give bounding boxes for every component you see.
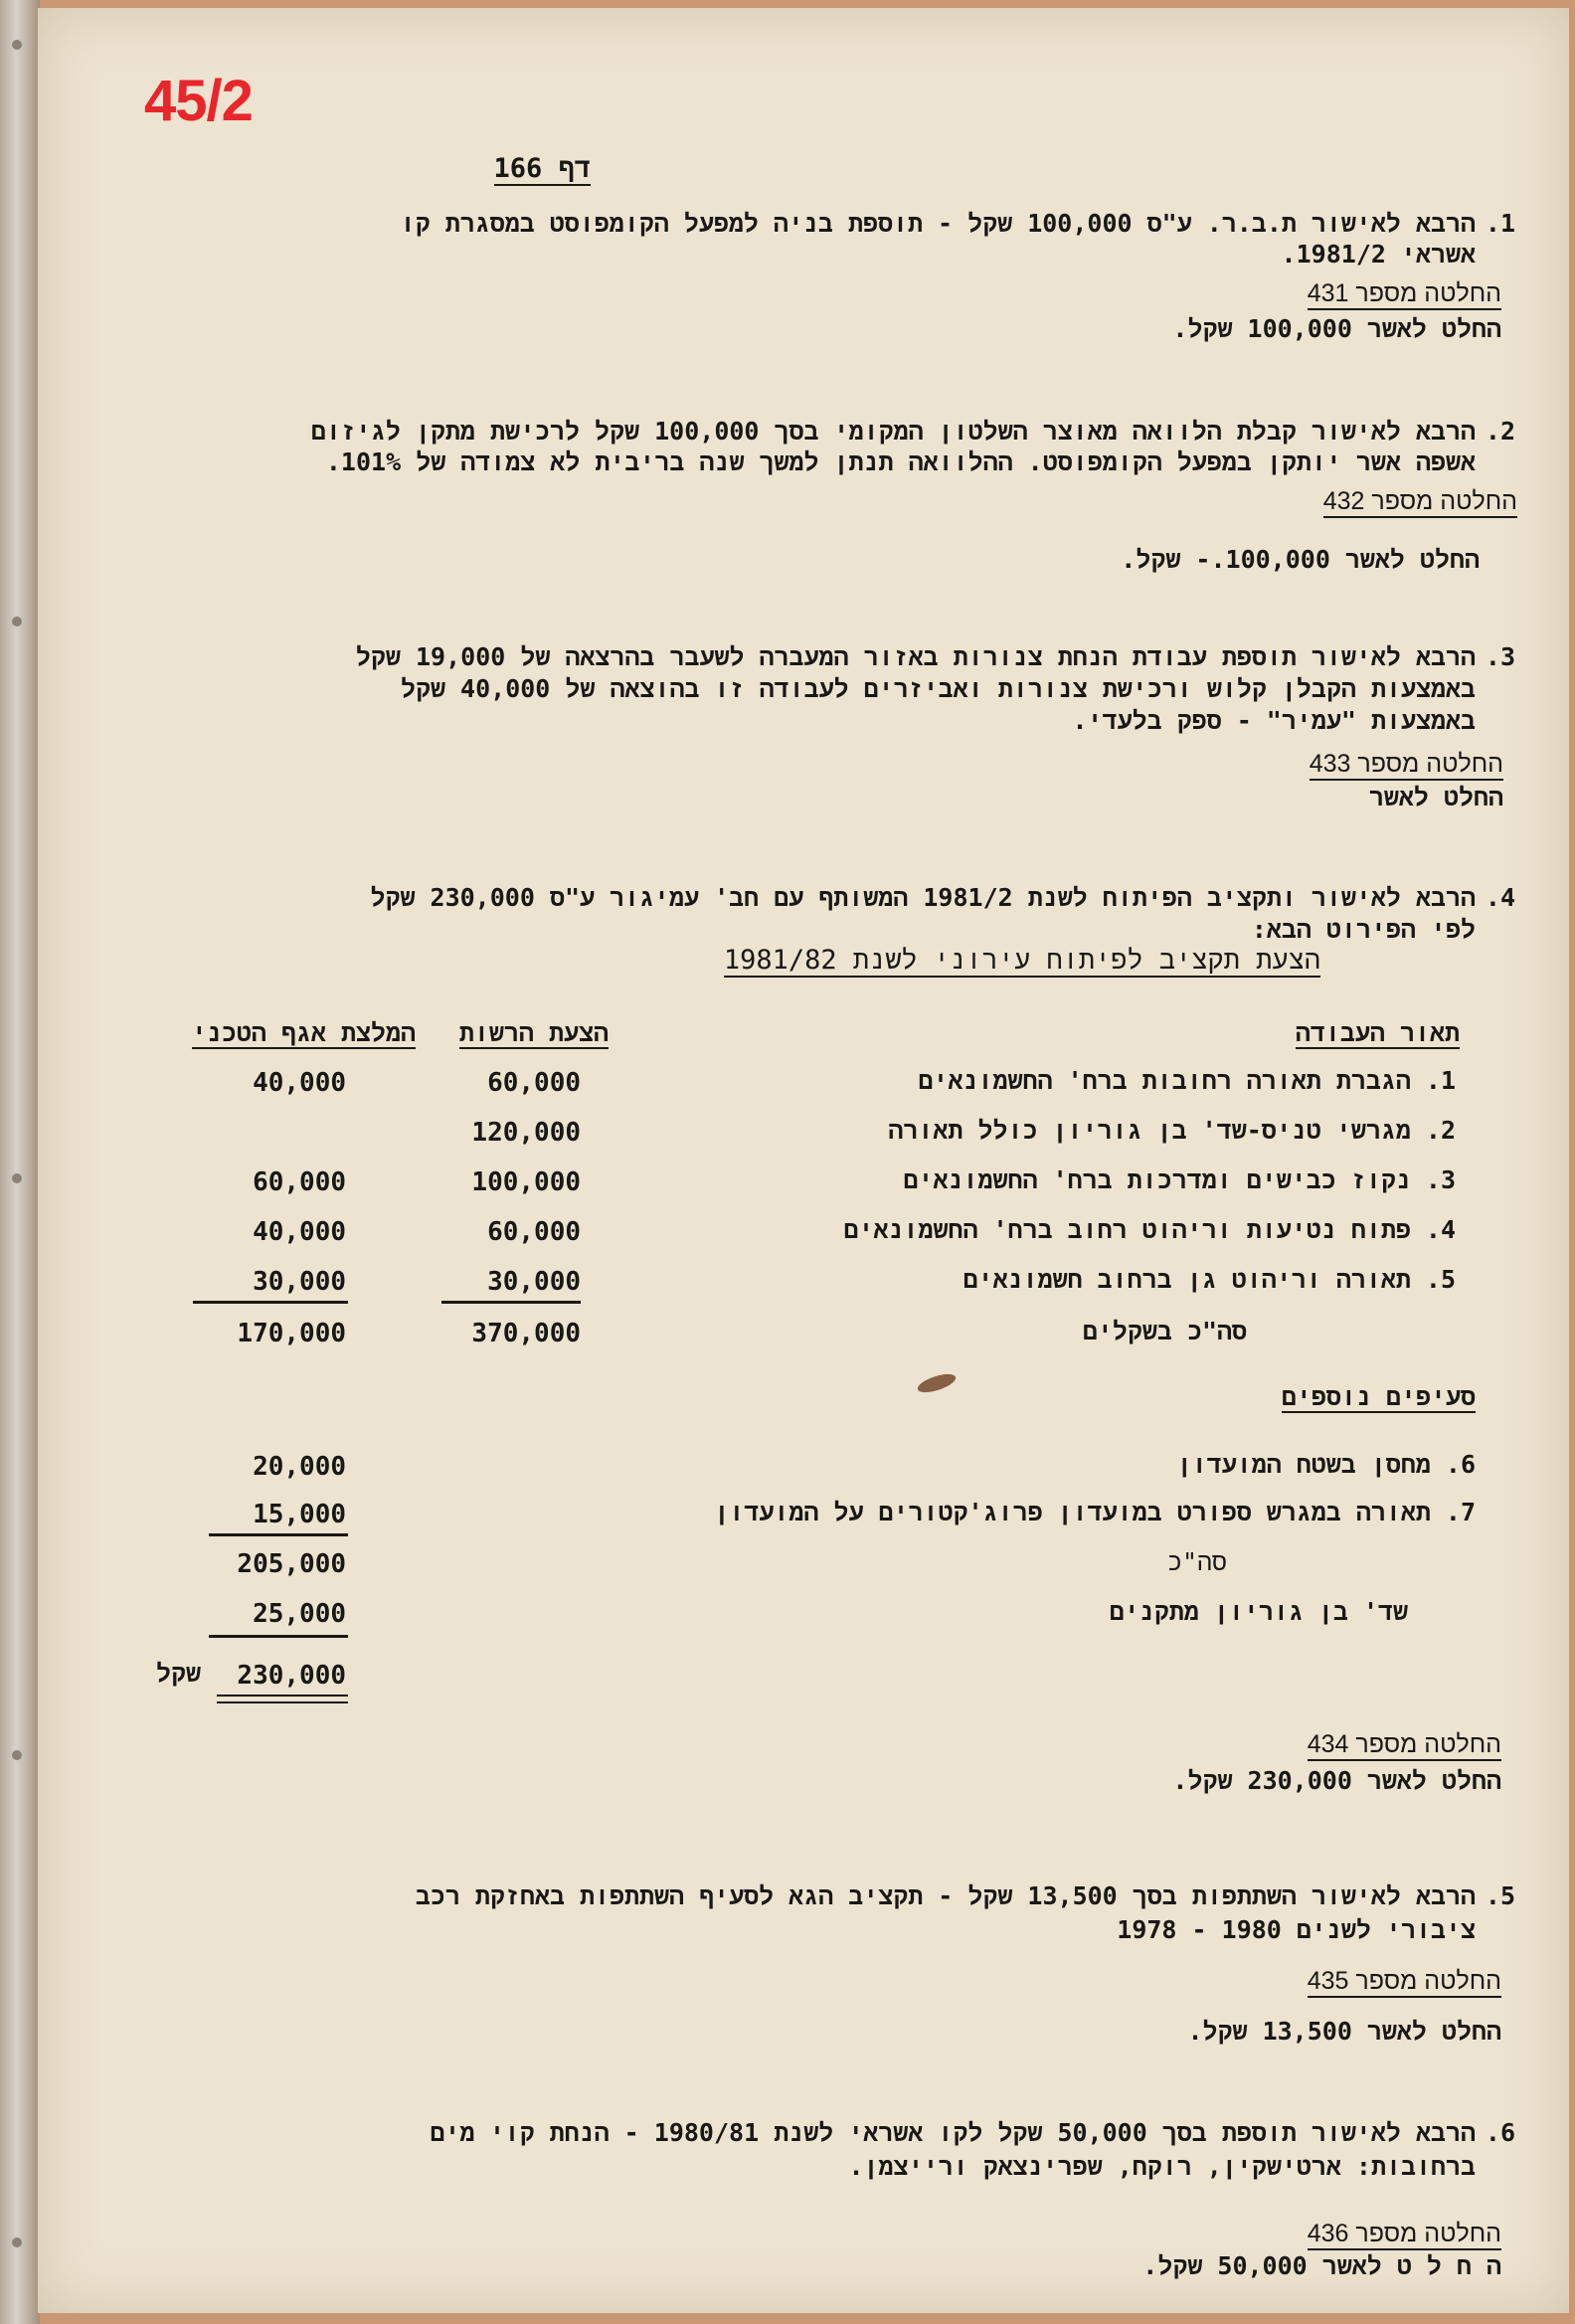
budget-row-engineer: 60,000 <box>253 1167 346 1197</box>
budget-row-authority: 30,000 <box>487 1267 581 1297</box>
budget-title: הצעת תקציב לפיתוח עירוני לשנת 1981/82 <box>723 945 1320 976</box>
decision-resolution: ה ח ל ט לאשר 50,000 שקל. <box>1142 2251 1501 2280</box>
binder-ring <box>12 2237 22 2247</box>
addition-label: שד' בן גוריון מתקנים <box>1109 1597 1408 1626</box>
addition-value: 25,000 <box>253 1599 346 1629</box>
budget-row-label: 4. פתוח נטיעות וריהוט רחוב ברח' החשמונאים <box>843 1215 1456 1244</box>
item-text-line: לפי הפירוט הבא: <box>1251 915 1476 944</box>
item-text-line: באמצעות הקבלן קלוש ורכישת צנורות ואביזרים לעבודה זו בהוצאה של 40,000 שקל <box>400 674 1476 703</box>
subtotal-label: סה"כ <box>1166 1547 1227 1576</box>
decision-resolution: החלט לאשר 230,000 שקל. <box>1172 1766 1501 1795</box>
decision-number: החלטה מספר 434 <box>1308 1732 1501 1761</box>
grand-total-value: 230,000 <box>237 1661 346 1691</box>
sum-rule <box>209 1533 348 1536</box>
extra-row-label: 6. מחסן בשטח המועדון <box>1176 1450 1476 1479</box>
decision-number: החלטה מספר 432 <box>1323 489 1517 518</box>
decision-resolution: החלט לאשר 13,500 שקל. <box>1187 2017 1501 2046</box>
decision-number: החלטה מספר 435 <box>1308 1969 1501 1998</box>
double-underline <box>217 1695 348 1703</box>
budget-row-engineer: 30,000 <box>253 1267 346 1297</box>
decision-resolution: החלט לאשר 100,000 שקל. <box>1172 314 1501 343</box>
decision-resolution: החלט לאשר <box>1368 783 1503 811</box>
decision-number: החלטה מספר 433 <box>1310 752 1503 781</box>
extra-row-engineer: 15,000 <box>253 1500 346 1529</box>
binder-ring <box>12 1173 22 1183</box>
item-text-line: הרבא לאישור ותקציב הפיתוח לשנת 1981/2 המשותף עם חב' עמיגור ע"ס 230,000 שקל <box>370 883 1476 912</box>
decision-number: החלטה מספר 431 <box>1308 281 1501 310</box>
item-text-line: אשפה אשר יותקן במפעל הקומפוסט. ההלוואה תנתן למשך שנה בריבית לא צמודה של 101%. <box>325 447 1476 476</box>
extra-row-engineer: 20,000 <box>253 1452 346 1482</box>
item-text-line: הרבא לאישור תוספת עבודת הנחת צנורות באזור המעברה לשעבר בהרצאה של 19,000 שקל <box>355 642 1476 671</box>
budget-row-label: 3. נקוז כבישים ומדרכות ברח' החשמונאים <box>903 1165 1456 1194</box>
budget-column-authority: הצעת הרשות <box>458 1018 609 1047</box>
budget-row-label: 1. הגברת תאורה רחובות ברח' החשמונאים <box>918 1066 1456 1095</box>
extra-row-label: 7. תאורה במגרש ספורט במועדון פרוג'קטורים על המועדון <box>714 1498 1476 1526</box>
budget-row-label: 5. תאורה וריהוט גן ברחוב חשמונאים <box>962 1265 1456 1294</box>
decision-number: החלטה מספר 436 <box>1308 2222 1501 2250</box>
item-text-line: הרבא לאישור ת.ב.ר. ע"ס 100,000 שקל - תוספת בניה למפעל הקומפוסט במסגרת קו <box>400 209 1476 238</box>
budget-column-engineer: המלצת אגף הטכני <box>191 1018 416 1047</box>
item-text-line: ציבורי לשנים 1980 - 1978 <box>1117 1915 1476 1944</box>
item-number: 6. <box>1485 2118 1515 2147</box>
binder-ring <box>12 1750 22 1760</box>
item-number: 1. <box>1485 209 1515 238</box>
subtotal-value: 205,000 <box>237 1549 346 1579</box>
budget-row-authority: 60,000 <box>487 1217 581 1247</box>
budget-total-label: סה"כ בשקלים <box>1082 1317 1247 1345</box>
item-number: 4. <box>1485 883 1515 912</box>
budget-row-engineer: 40,000 <box>253 1068 346 1098</box>
item-number: 5. <box>1485 1881 1515 1910</box>
item-number: 2. <box>1485 417 1515 446</box>
item-text-line: ברחובות: ארטישקין, רוקח, שפרינצאק ורייצמן. <box>848 2152 1476 2181</box>
decision-resolution: החלט לאשר 100,000.- שקל. <box>1121 545 1480 574</box>
item-text-line: הרבא לאישור השתתפות בסך 13,500 שקל - תקציב הגא לסעיף השתתפות באחזקת רכב <box>415 1881 1476 1910</box>
sum-rule <box>441 1301 581 1304</box>
sum-rule <box>193 1301 348 1304</box>
budget-column-description: תאור העבודה <box>1295 1018 1460 1047</box>
binder-ring <box>12 40 22 50</box>
budget-row-authority: 100,000 <box>471 1167 581 1197</box>
item-text-line: באמצעות "עמיר" - ספק בלעדי. <box>1072 706 1476 735</box>
budget-row-authority: 60,000 <box>487 1068 581 1098</box>
budget-row-engineer: 40,000 <box>253 1217 346 1247</box>
binder-strip <box>0 0 40 2324</box>
page-reference: דף 166 <box>493 153 591 184</box>
budget-row-authority: 120,000 <box>471 1118 581 1148</box>
archive-stamp: 45/2 <box>144 69 253 133</box>
item-text-line: אשראי 1981/2. <box>1281 240 1476 268</box>
budget-total-engineer: 170,000 <box>237 1319 346 1348</box>
item-number: 3. <box>1485 642 1515 671</box>
binder-ring <box>12 617 22 626</box>
item-text-line: הרבא לאישור קבלת הלוואה מאוצר השלטון המקומי בסך 100,000 שקל לרכישת מתקן לגיזום <box>310 417 1476 446</box>
item-text-line: הרבא לאישור תוספת בסך 50,000 שקל לקו אשראי לשנת 1980/81 - הנחת קוי מים <box>430 2118 1476 2147</box>
budget-row-label: 2. מגרשי טניס-שד' בן גוריון כולל תאורה <box>888 1116 1456 1145</box>
budget-total-authority: 370,000 <box>471 1319 581 1348</box>
sum-rule <box>209 1635 348 1638</box>
grand-total-currency: שקל <box>155 1659 201 1688</box>
extra-items-title: סעיפים נוספים <box>1281 1382 1476 1411</box>
